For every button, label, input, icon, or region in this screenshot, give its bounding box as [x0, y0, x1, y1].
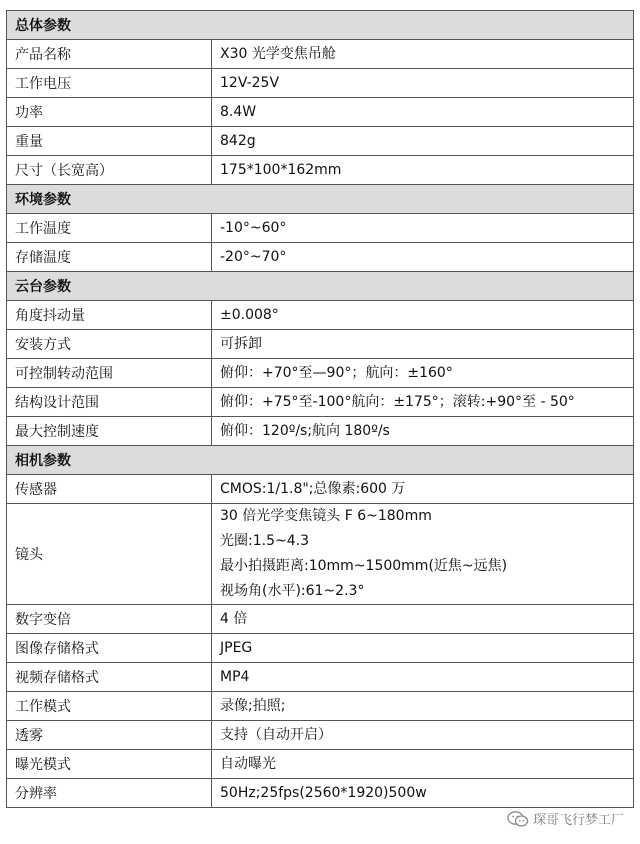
table-row — [7, 359, 634, 388]
param-value — [212, 301, 634, 330]
section-title: 云台参数 — [7, 272, 634, 301]
param-value-line: 30 倍光学变焦镜头 F 6~180mm — [220, 508, 432, 524]
param-value-line: 50Hz;25fps(2560*1920)500w — [220, 784, 427, 801]
param-value-line: 4 倍 — [220, 610, 248, 627]
table-row — [7, 692, 634, 721]
table-row — [7, 301, 634, 330]
table-row — [7, 98, 634, 127]
table-row — [7, 504, 634, 605]
param-value — [212, 388, 634, 417]
param-value — [212, 214, 634, 243]
param-label: 视频存储格式 — [7, 663, 212, 692]
param-value-line: 俯仰：+75°至-100°航向：±175°；滚转:+90°至 - 50° — [220, 393, 575, 410]
table-row — [7, 243, 634, 272]
section-header-row — [7, 185, 634, 214]
param-label: 透雾 — [7, 721, 212, 750]
param-value-line: 录像;拍照; — [220, 697, 286, 714]
param-value-line: 俯仰：120º/s;航向 180º/s — [220, 422, 390, 439]
section-title: 总体参数 — [7, 11, 634, 40]
param-value — [212, 779, 634, 808]
table-row — [7, 69, 634, 98]
table-row — [7, 156, 634, 185]
param-label: 传感器 — [7, 475, 212, 504]
param-label: 数字变倍 — [7, 605, 212, 634]
param-value-line: 12V-25V — [220, 74, 280, 91]
section-header-row — [7, 446, 634, 475]
param-value — [212, 330, 634, 359]
param-label: 功率 — [7, 98, 212, 127]
section-title: 环境参数 — [7, 185, 634, 214]
param-value-line: -20°~70° — [220, 248, 287, 265]
param-value-line: 175*100*162mm — [220, 161, 342, 178]
table-row — [7, 214, 634, 243]
param-value — [212, 475, 634, 504]
section-header-row — [7, 272, 634, 301]
table-row — [7, 634, 634, 663]
param-value-line: ±0.008° — [220, 306, 279, 323]
param-label: 角度抖动量 — [7, 301, 212, 330]
param-value — [212, 127, 634, 156]
table-row — [7, 40, 634, 69]
param-label: 存储温度 — [7, 243, 212, 272]
param-label: 工作模式 — [7, 692, 212, 721]
param-label: 分辨率 — [7, 779, 212, 808]
param-value-line: 视场角(水平):61~2.3° — [220, 583, 365, 599]
param-value-line: X30 光学变焦吊舱 — [220, 45, 336, 62]
table-row — [7, 417, 634, 446]
param-label: 工作温度 — [7, 214, 212, 243]
param-label: 曝光模式 — [7, 750, 212, 779]
spec-table-body — [7, 11, 634, 808]
param-label: 重量 — [7, 127, 212, 156]
param-label: 产品名称 — [7, 40, 212, 69]
table-row — [7, 127, 634, 156]
param-value-line: 842g — [220, 132, 256, 149]
param-value-line: 光圈:1.5~4.3 — [220, 533, 309, 549]
param-value-line: 最小拍摄距离:10mm~1500mm(近焦~远焦) — [220, 558, 508, 574]
watermark-text: 琛哥飞行梦工厂 — [532, 813, 624, 828]
param-value-line: CMOS:1/1.8";总像素:600 万 — [220, 480, 406, 497]
param-label: 结构设计范围 — [7, 388, 212, 417]
param-value-line: MP4 — [220, 668, 250, 685]
param-label: 可控制转动范围 — [7, 359, 212, 388]
param-value — [212, 98, 634, 127]
spec-table — [6, 10, 634, 808]
param-value — [212, 692, 634, 721]
param-label: 工作电压 — [7, 69, 212, 98]
param-value — [212, 634, 634, 663]
param-value — [212, 663, 634, 692]
table-row — [7, 750, 634, 779]
param-value-line: 支持（自动开启） — [220, 726, 332, 743]
param-value-line: -10°~60° — [220, 219, 287, 236]
param-value — [212, 750, 634, 779]
param-value-line: 可拆卸 — [220, 335, 262, 352]
param-value — [212, 504, 634, 605]
watermark — [507, 809, 624, 828]
param-value — [212, 721, 634, 750]
param-value — [212, 605, 634, 634]
param-value — [212, 417, 634, 446]
param-label: 图像存储格式 — [7, 634, 212, 663]
section-header-row — [7, 11, 634, 40]
table-row — [7, 388, 634, 417]
param-value — [212, 156, 634, 185]
param-value-line: JPEG — [220, 639, 253, 656]
section-title: 相机参数 — [7, 446, 634, 475]
param-value — [212, 40, 634, 69]
table-row — [7, 330, 634, 359]
table-row — [7, 605, 634, 634]
param-value — [212, 69, 634, 98]
table-row — [7, 663, 634, 692]
table-row — [7, 475, 634, 504]
param-value-line: 8.4W — [220, 103, 257, 120]
param-label: 最大控制速度 — [7, 417, 212, 446]
param-label: 镜头 — [7, 504, 212, 605]
wechat-icon — [507, 810, 529, 828]
param-value-line: 俯仰：+70°至—90°；航向：±160° — [220, 364, 453, 381]
table-row — [7, 721, 634, 750]
param-label: 尺寸（长宽高） — [7, 156, 212, 185]
param-label: 安装方式 — [7, 330, 212, 359]
param-value — [212, 359, 634, 388]
param-value-line: 自动曝光 — [220, 755, 276, 772]
table-row — [7, 779, 634, 808]
param-value — [212, 243, 634, 272]
